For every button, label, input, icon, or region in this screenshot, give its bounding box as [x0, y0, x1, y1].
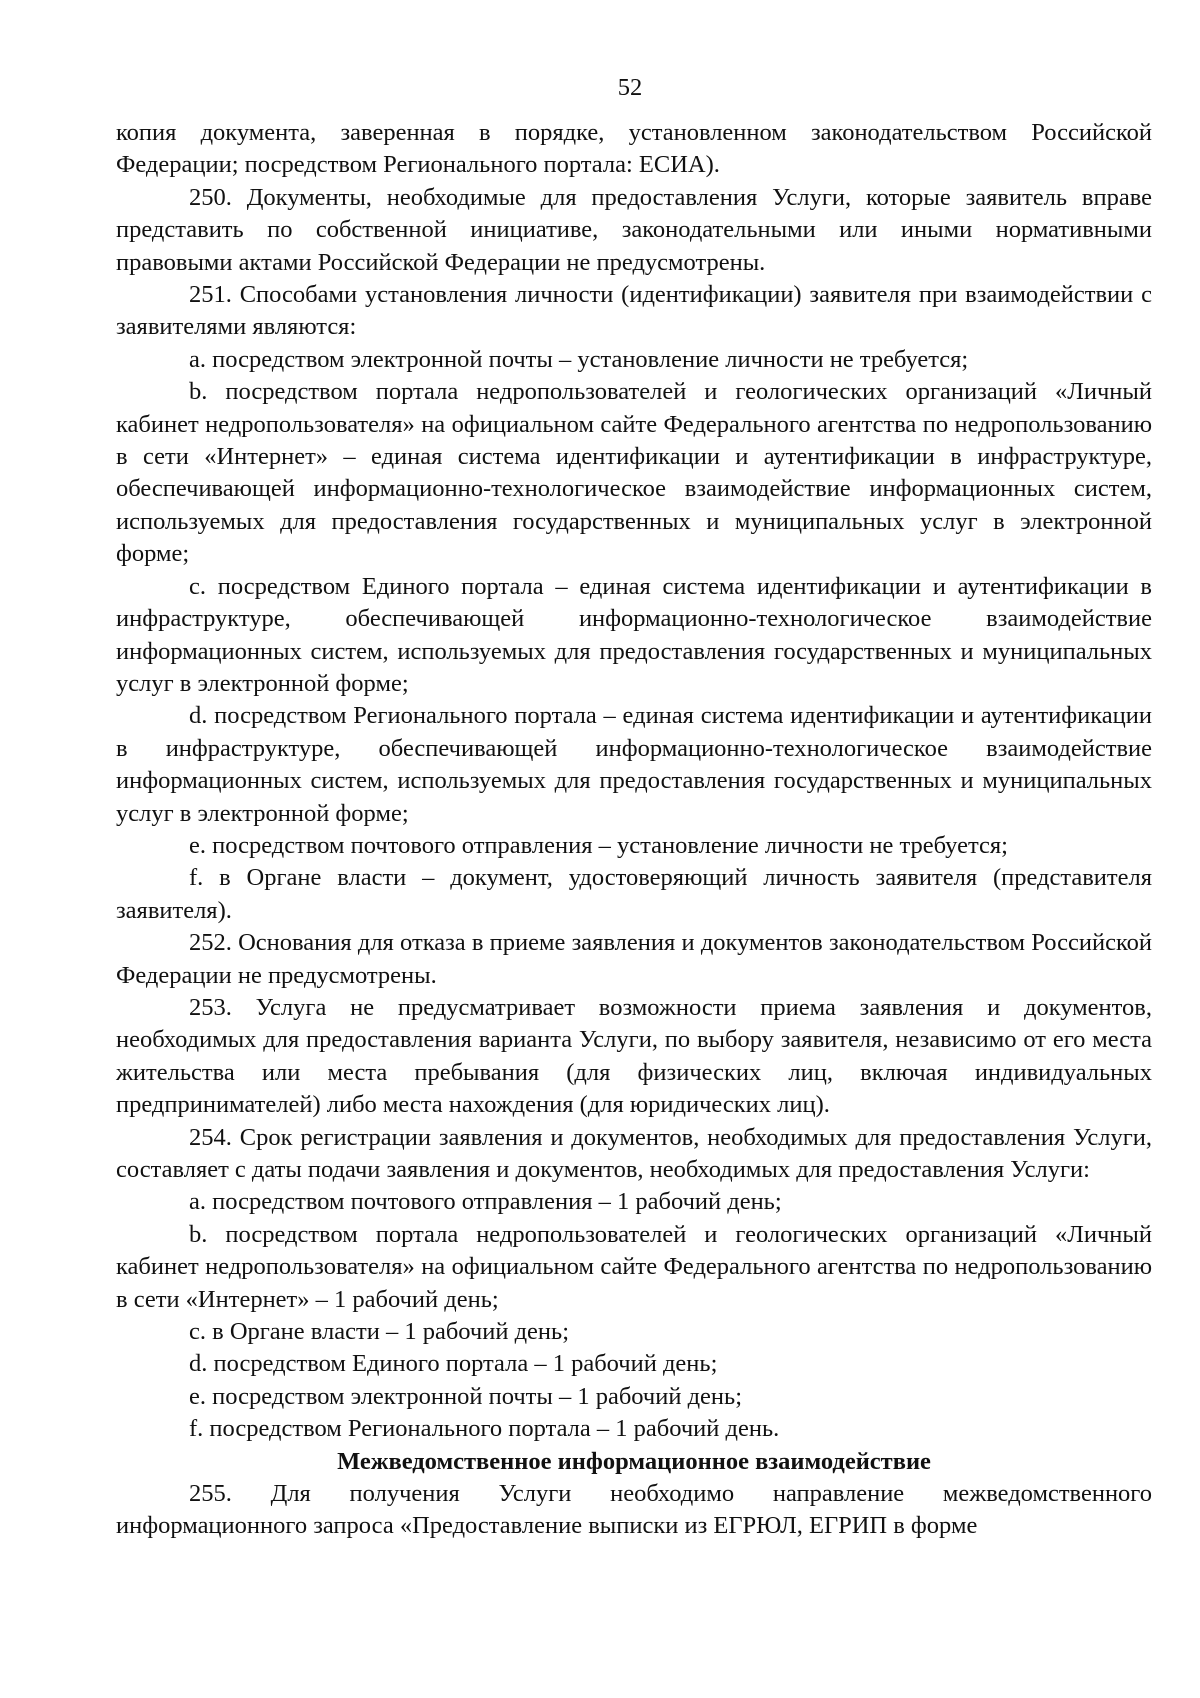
- list-item-251-d: d. посредством Регионального портала – единая система идентификации и аутентификации в инфраструктуре, обеспечивающей информационно-технологическое взаимодействие информационных систем, используемых для предоставления государственных и муниципальных услуг в электронной форме;: [116, 702, 1152, 827]
- list-item-251-e: e. посредством почтового отправления – установление личности не требуется;: [189, 831, 1008, 859]
- paragraph-254: 254. Срок регистрации заявления и документов, необходимых для предоставления Услуги, составляет с даты подачи заявления и документов, необходимых для предоставления Услуги:: [116, 1123, 1152, 1183]
- paragraph-255: 255. Для получения Услуги необходимо направление межведомственного информационного запроса «Предоставление выписки из ЕГРЮЛ, ЕГРИП в форме: [116, 1480, 1152, 1540]
- paragraph-251: 251. Способами установления личности (идентификации) заявителя при взаимодействии с заявителями являются:: [116, 281, 1152, 341]
- list-item-251-f: f. в Органе власти – документ, удостоверяющий личность заявителя (представителя заявителя).: [116, 864, 1152, 924]
- list-item-251-b: b. посредством портала недропользователей и геологических организаций «Личный кабинет недропользователя» на официальном сайте Федерального агентства по недропользованию в сети «Интернет» – единая система идентификации и аутентификации в инфраструктуре, обеспечивающей информационно-технологическое взаимодействие информационных систем, используемых для предоставления государственных и муниципальных услуг в электронной форме;: [116, 378, 1152, 568]
- list-item-254-b: b. посредством портала недропользователей и геологических организаций «Личный кабинет недропользователя» на официальном сайте Федерального агентства по недропользованию в сети «Интернет» – 1 рабочий день;: [116, 1220, 1152, 1313]
- list-item-254-a: a. посредством почтового отправления – 1 рабочий день;: [189, 1188, 782, 1216]
- document-body: [116, 117, 1152, 1543]
- list-item-251-a: a. посредством электронной почты – установление личности не требуется;: [189, 345, 969, 373]
- list-item-251-c: c. посредством Единого портала – единая система идентификации и аутентификации в инфраструктуре, обеспечивающей информационно-технологическое взаимодействие информационных систем, используемых для предоставления государственных и муниципальных услуг в электронной форме;: [116, 572, 1152, 697]
- paragraph-250: 250. Документы, необходимые для предоставления Услуги, которые заявитель вправе представить по собственной инициативе, законодательными или иными нормативными правовыми актами Российской Федерации не предусмотрены.: [116, 183, 1152, 276]
- page-number: 52: [617, 74, 643, 101]
- list-item-254-d: d. посредством Единого портала – 1 рабочий день;: [189, 1350, 718, 1378]
- section-heading: Межведомственное информационное взаимодействие: [337, 1447, 931, 1475]
- paragraph-252: 252. Основания для отказа в приеме заявления и документов законодательством Российской Федерации не предусмотрены.: [116, 929, 1152, 989]
- paragraph-253: 253. Услуга не предусматривает возможности приема заявления и документов, необходимых для предоставления варианта Услуги, по выбору заявителя, независимо от его места жительства или места пребывания (для физических лиц, включая индивидуальных предпринимателей) либо места нахождения (для юридических лиц).: [116, 993, 1152, 1119]
- list-item-254-f: f. посредством Регионального портала – 1 рабочий день.: [189, 1415, 780, 1443]
- list-item-254-c: c. в Органе власти – 1 рабочий день;: [189, 1318, 570, 1346]
- paragraph-continuation: копия документа, заверенная в порядке, установленном законодательством Российской Федерации; посредством Регионального портала: ЕСИА).: [116, 119, 1152, 179]
- list-item-254-e: e. посредством электронной почты – 1 рабочий день;: [189, 1382, 742, 1410]
